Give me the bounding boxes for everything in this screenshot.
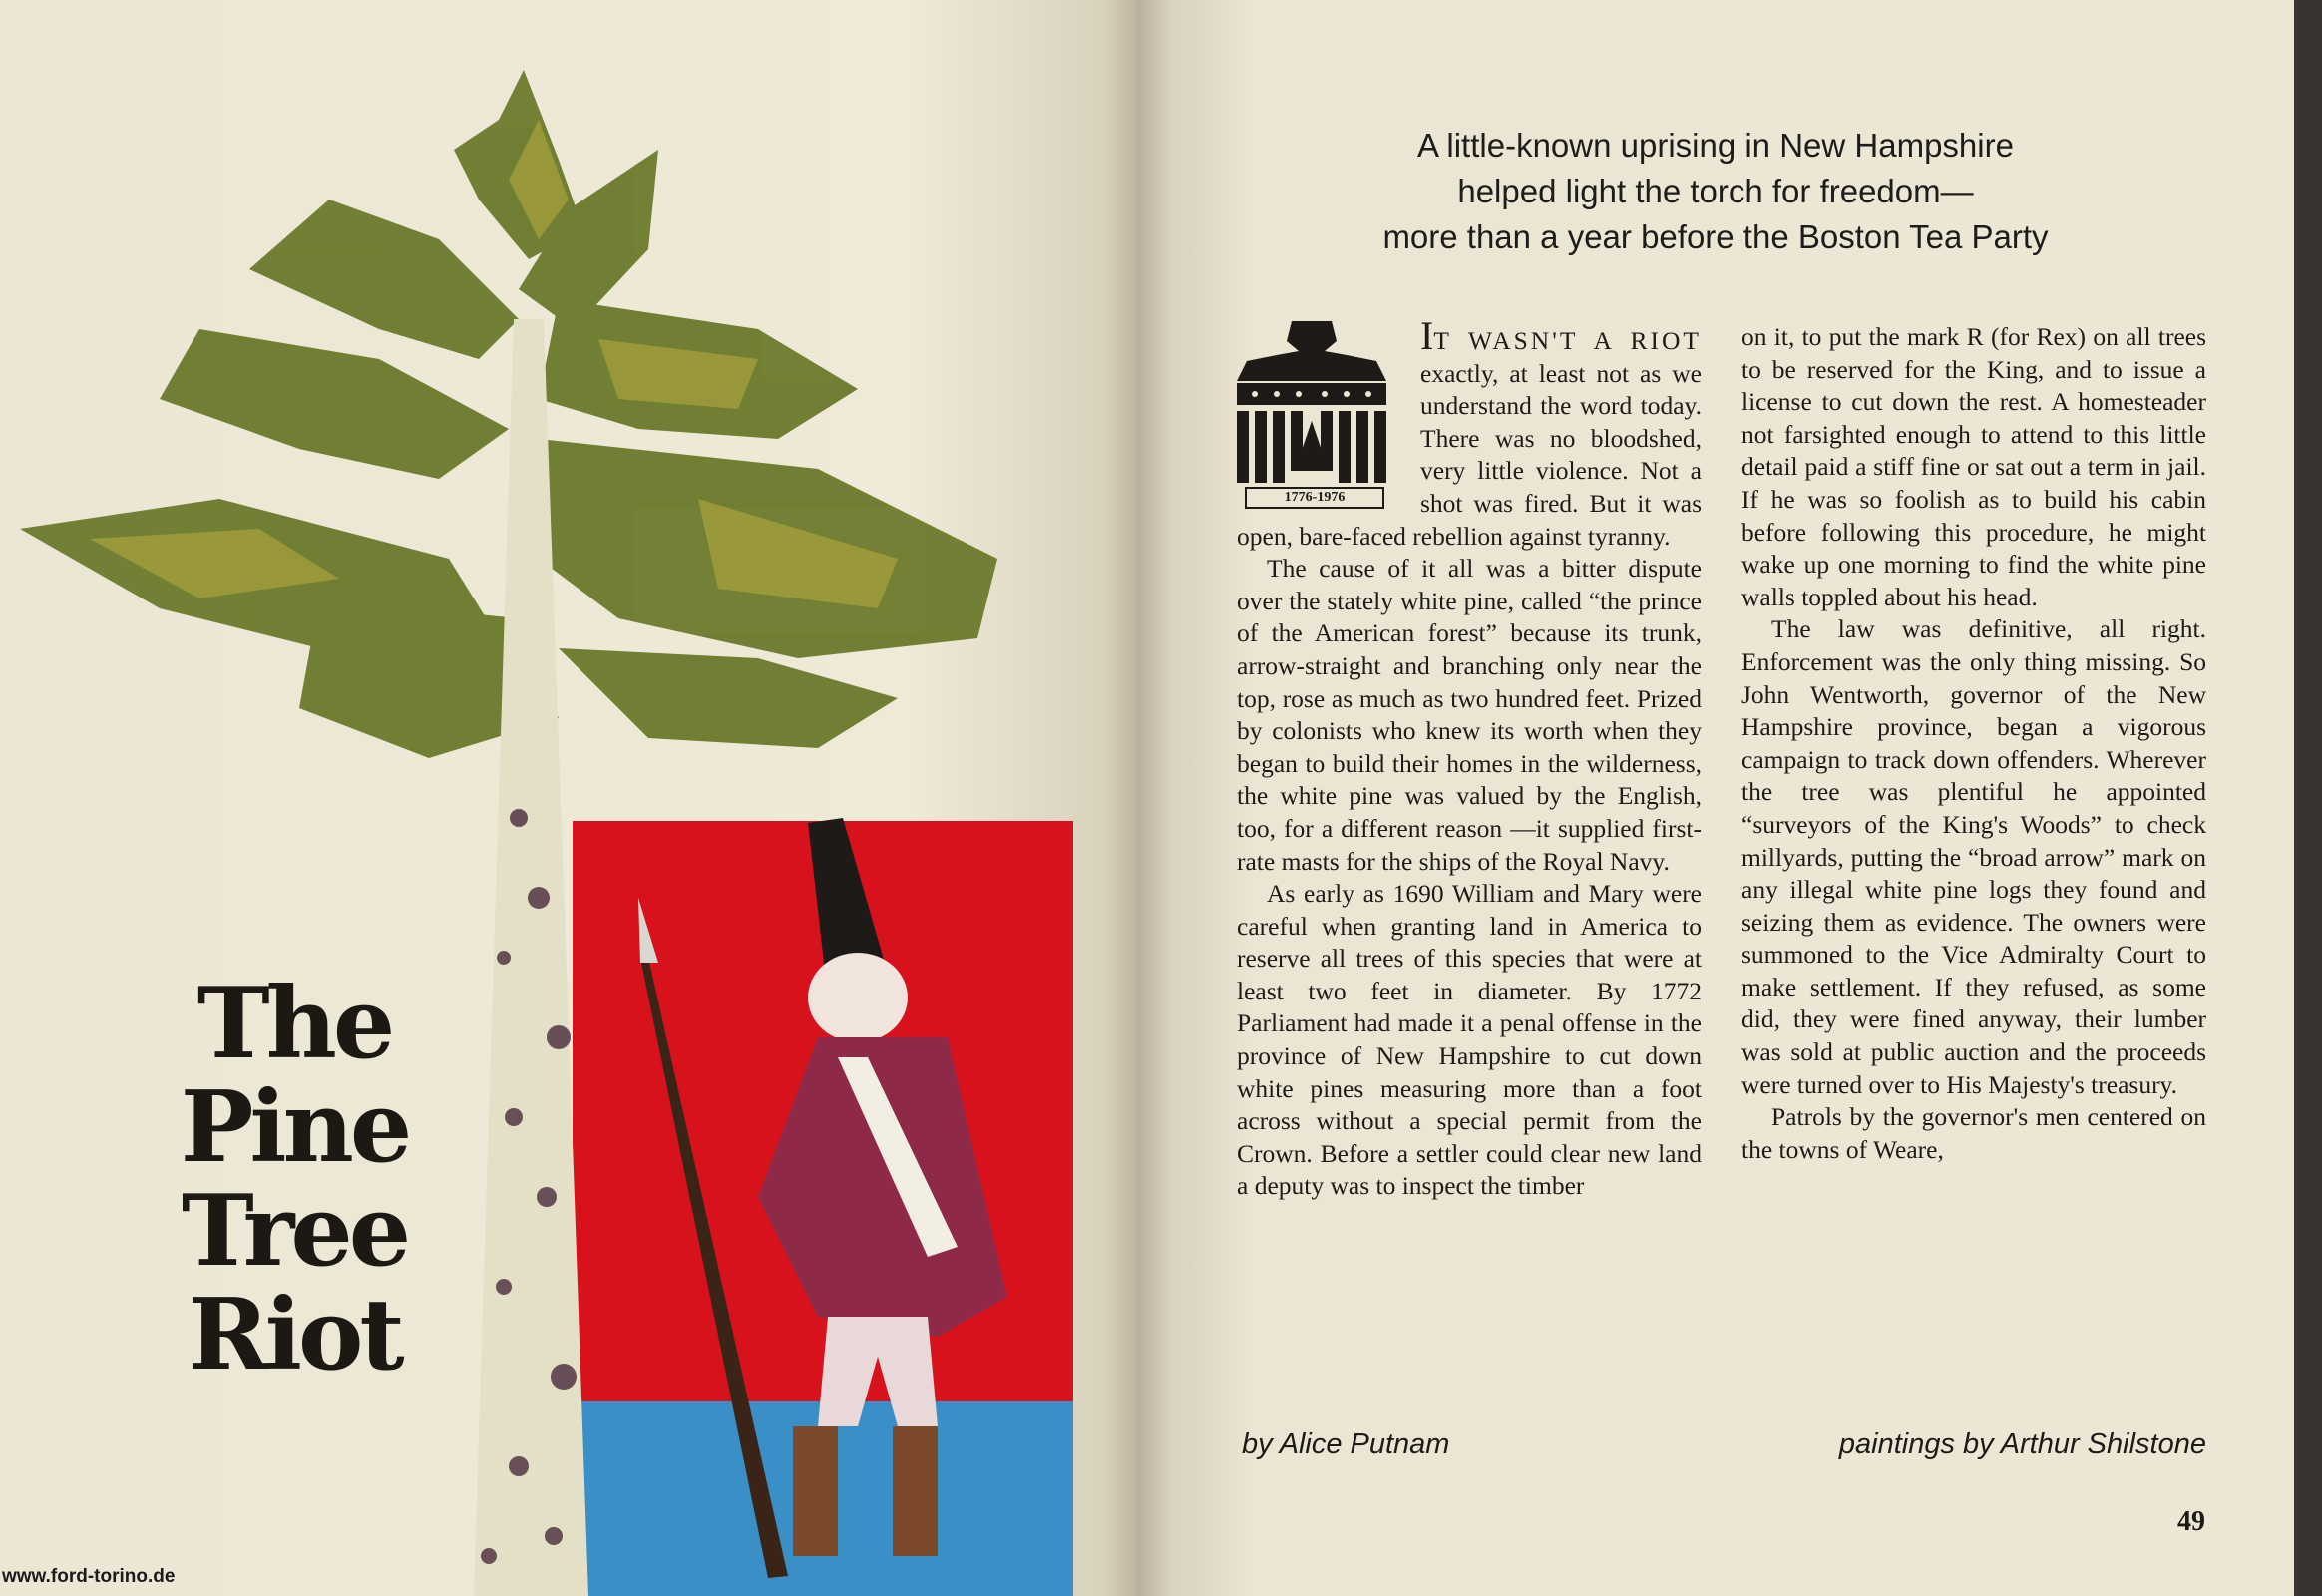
title-line: Riot xyxy=(188,1278,401,1393)
emblem-label: 1776-1976 xyxy=(1245,487,1384,509)
opening-caps: T WASN'T A RIOT xyxy=(1433,326,1702,355)
deck-line: helped light the torch for freedom— xyxy=(1457,173,1974,209)
text-column-1 xyxy=(1237,313,1702,1203)
page-number: 49 xyxy=(2177,1506,2205,1537)
soldier-left-boot xyxy=(793,1426,838,1556)
article-title xyxy=(80,967,509,1393)
emblem-block xyxy=(1237,321,1408,516)
paragraph: on it, to put the mark R (for Rex) on all trees to be reserved for the King, and to issue a license to cut down the rest. A homesteader not farsighted enough to attend to this little detail paid a stiff fine or sat out a term in jail. If he was so foolish as to build his cabin before following this procedure, he might wake up one morning to find the white pine walls toppled about his head. xyxy=(1742,322,2206,611)
opening-text: exactly, at least not as we understand the word today. There was no bloodshed, very little violence. Not a shot was fired. But it was open, bare-faced rebellion against tyranny. xyxy=(1237,358,1702,551)
left-page xyxy=(0,0,1137,1596)
author-byline: by Alice Putnam xyxy=(1242,1428,1450,1460)
drop-cap: I xyxy=(1420,313,1434,358)
illustrator-byline: paintings by Arthur Shilstone xyxy=(1838,1428,2206,1460)
article-deck xyxy=(1277,123,2154,260)
title-line: Pine Tree xyxy=(180,1070,409,1289)
soldier-face xyxy=(808,953,908,1042)
title-line: The xyxy=(196,967,392,1081)
deck-line: A little-known uprising in New Hampshire xyxy=(1417,127,2014,164)
paragraph: The law was definitive, all right. Enforcement was the only thing missing. So John Wentworth, governor of the New Hampshire province, began a vigorous campaign to track down offenders. Wherever the tree was plentiful he appointed “surveyors of the King's Woods” to check millyards, putting the “broad arrow” mark on any illegal white pine logs they found and seizing them as evidence. The owners were summoned to the Vice Admiralty Court to make settlement. If they refused, as some did, they were fined anyway, their lumber was sold at public auction and the proceeds were turned over to His Majesty's treasury. xyxy=(1742,614,2206,1099)
soldier-right-boot xyxy=(893,1426,938,1556)
paragraph: As early as 1690 William and Mary were careful when granting land in America to reserve all trees of this species that were at least two feet in diameter. By 1772 Parliament had made it a penal offense in the province of New Hampshire to cut down white pines measuring more than a foot across without a special permit from the Crown. Before a settler could clear new land a deputy was to inspect the timber xyxy=(1237,879,1702,1201)
text-column-2 xyxy=(1742,321,2206,1166)
deck-line: more than a year before the Boston Tea Party xyxy=(1382,218,2049,255)
paragraph: Patrols by the governor's men centered on the towns of Weare, xyxy=(1742,1102,2206,1164)
paragraph: The cause of it all was a bitter dispute over the stately white pine, called “the prince of the American forest” because its trunk, arrow-straight and branching only near the top, rose as much as two hundred feet. Prized by colonists who knew its worth when they began to build their homes in the wilderness, the white pine was valued by the English, too, for a different reason —it supplied first-rate masts for the ships of the Royal Navy. xyxy=(1237,554,1702,876)
watermark: www.ford-torino.de xyxy=(2,1566,176,1587)
page-edge xyxy=(2294,0,2322,1596)
eagle-bicentennial-emblem-icon xyxy=(1237,321,1386,509)
